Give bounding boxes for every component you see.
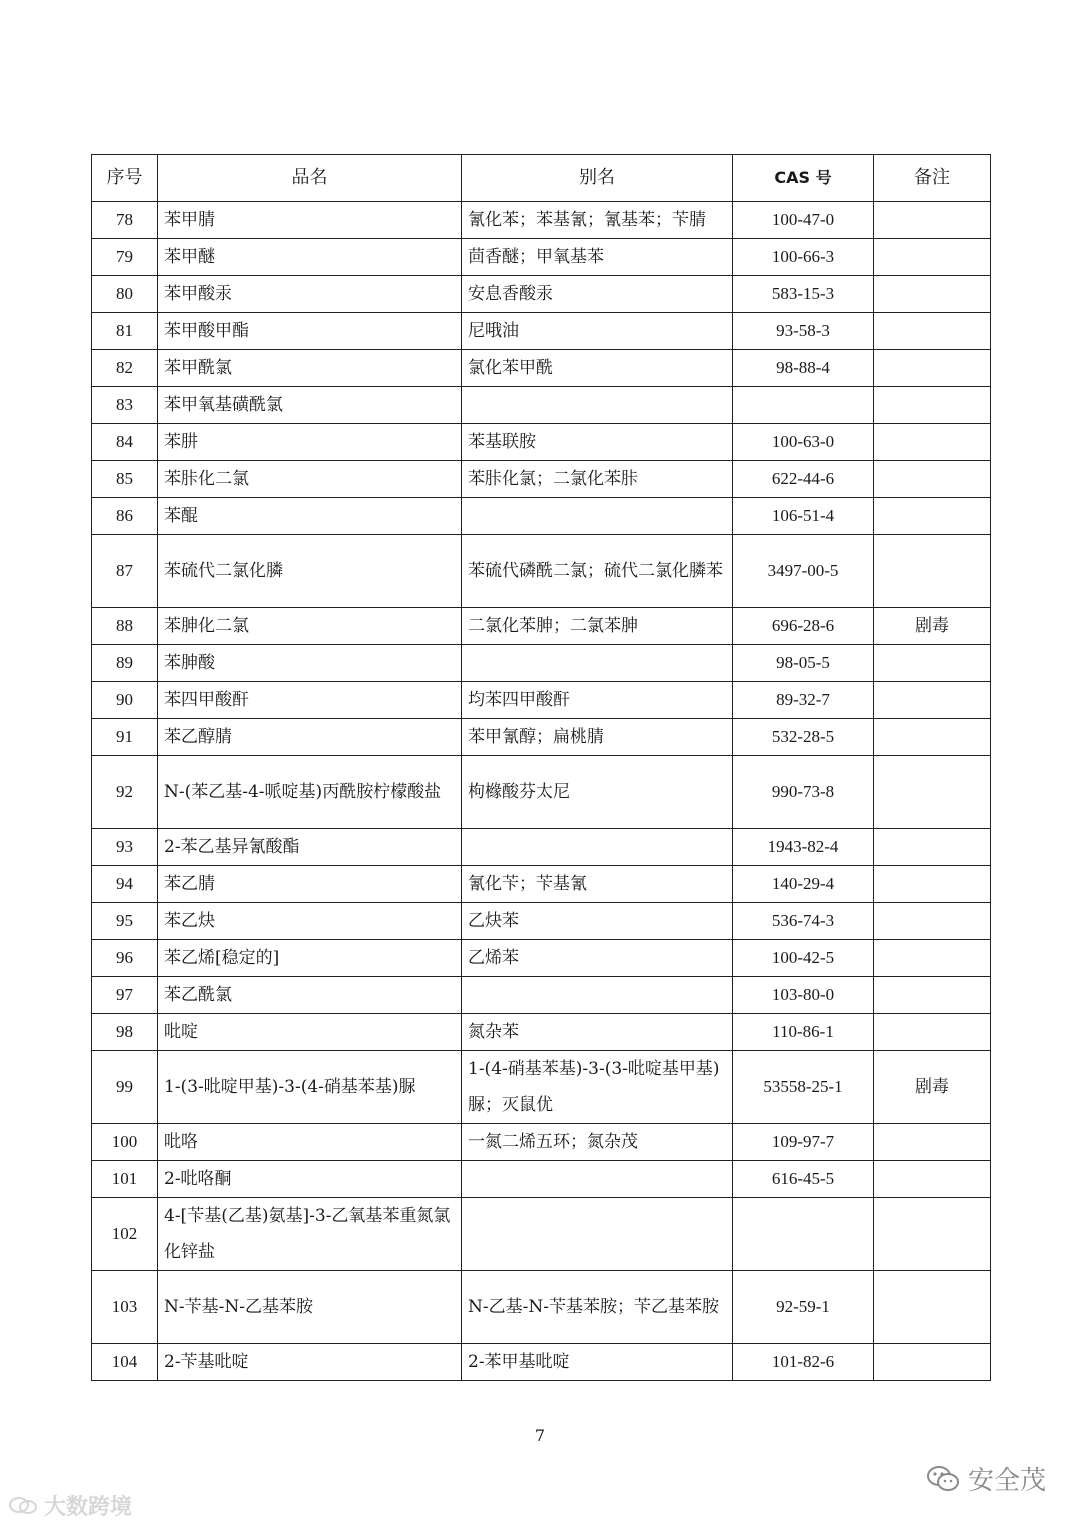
row-name: 苯甲酸汞 [158,276,462,313]
row-alias: N-乙基-N-苄基苯胺；苄乙基苯胺 [462,1271,733,1344]
wechat-icon [926,1464,960,1494]
row-alias: 氮杂苯 [462,1014,733,1051]
row-number: 80 [92,276,158,313]
row-alias: 氰化苯；苯基氰；氰基苯；苄腈 [462,202,733,239]
row-note [874,387,991,424]
table-row [92,1198,991,1271]
row-note [874,756,991,829]
header-alias: 别名 [462,155,733,202]
row-number: 91 [92,719,158,756]
table-body [92,202,991,1381]
row-name: 苯甲醚 [158,239,462,276]
row-name: 苯胩化二氯 [158,461,462,498]
row-alias: 茴香醚；甲氧基苯 [462,239,733,276]
row-note [874,829,991,866]
row-number: 96 [92,940,158,977]
table-row [92,239,991,276]
table-row [92,350,991,387]
row-name: 1-(3-吡啶甲基)-3-(4-硝基苯基)脲 [158,1051,462,1124]
row-cas: 532-28-5 [733,719,874,756]
table-row [92,498,991,535]
row-name: 苯乙腈 [158,866,462,903]
row-alias: 尼哦油 [462,313,733,350]
row-number: 81 [92,313,158,350]
row-cas: 98-88-4 [733,350,874,387]
table-row [92,1014,991,1051]
row-number: 82 [92,350,158,387]
row-note [874,202,991,239]
row-alias: 乙烯苯 [462,940,733,977]
watermark-left [8,1490,132,1521]
row-alias: 氰化苄；苄基氰 [462,866,733,903]
row-cas: 622-44-6 [733,461,874,498]
row-alias [462,645,733,682]
row-note [874,645,991,682]
row-cas: 100-63-0 [733,424,874,461]
row-alias: 均苯四甲酸酐 [462,682,733,719]
row-alias [462,1161,733,1198]
table-row [92,313,991,350]
table-row [92,1161,991,1198]
row-alias: 安息香酸汞 [462,276,733,313]
table-row [92,461,991,498]
row-cas: 1943-82-4 [733,829,874,866]
row-alias: 苯基联胺 [462,424,733,461]
row-cas: 93-58-3 [733,313,874,350]
row-cas: 990-73-8 [733,756,874,829]
row-name: 4-[苄基(乙基)氨基]-3-乙氧基苯重氮氯化锌盐 [158,1198,462,1271]
row-cas: 140-29-4 [733,866,874,903]
table-row [92,682,991,719]
row-alias: 枸橼酸芬太尼 [462,756,733,829]
row-note [874,535,991,608]
row-note [874,903,991,940]
row-cas: 100-47-0 [733,202,874,239]
row-name: N-(苯乙基-4-哌啶基)丙酰胺柠檬酸盐 [158,756,462,829]
row-name: 吡咯 [158,1124,462,1161]
row-number: 93 [92,829,158,866]
row-cas: 583-15-3 [733,276,874,313]
row-alias: 氯化苯甲酰 [462,350,733,387]
row-name: 苯四甲酸酐 [158,682,462,719]
row-name: 苯乙酰氯 [158,977,462,1014]
row-cas: 536-74-3 [733,903,874,940]
row-number: 87 [92,535,158,608]
row-name: 苯胂化二氯 [158,608,462,645]
row-note [874,940,991,977]
table-row [92,202,991,239]
row-cas: 696-28-6 [733,608,874,645]
row-name: 苯胂酸 [158,645,462,682]
row-number: 89 [92,645,158,682]
header-name: 品名 [158,155,462,202]
table-row [92,645,991,682]
row-note [874,977,991,1014]
row-note: 剧毒 [874,1051,991,1124]
row-name: 苯甲腈 [158,202,462,239]
row-cas: 98-05-5 [733,645,874,682]
table-row [92,903,991,940]
table-row [92,829,991,866]
row-alias: 苯胩化氯；二氯化苯胩 [462,461,733,498]
row-cas: 103-80-0 [733,977,874,1014]
row-alias [462,1198,733,1271]
watermark-right-text: 安全茂 [967,1466,1046,1496]
header-number: 序号 [92,155,158,202]
table-row [92,535,991,608]
row-note [874,1124,991,1161]
table-row [92,276,991,313]
watermark-left-text: 大数跨境 [44,1495,133,1520]
row-name: 苯乙醇腈 [158,719,462,756]
row-cas: 101-82-6 [733,1344,874,1381]
table-row [92,940,991,977]
row-cas: 106-51-4 [733,498,874,535]
row-name: 苯甲酸甲酯 [158,313,462,350]
row-name: N-苄基-N-乙基苯胺 [158,1271,462,1344]
row-note [874,239,991,276]
chemical-table [91,154,991,1381]
row-note [874,1161,991,1198]
row-name: 苯乙炔 [158,903,462,940]
row-alias: 乙炔苯 [462,903,733,940]
row-number: 97 [92,977,158,1014]
row-number: 104 [92,1344,158,1381]
chat-bubbles-icon [8,1495,38,1517]
row-name: 2-苯乙基异氰酸酯 [158,829,462,866]
row-number: 102 [92,1198,158,1271]
row-note [874,276,991,313]
row-note [874,682,991,719]
row-number: 85 [92,461,158,498]
row-note [874,424,991,461]
table-row [92,977,991,1014]
row-alias: 2-苯甲基吡啶 [462,1344,733,1381]
row-note [874,498,991,535]
row-name: 2-苄基吡啶 [158,1344,462,1381]
row-name: 2-吡咯酮 [158,1161,462,1198]
row-number: 99 [92,1051,158,1124]
row-cas: 3497-00-5 [733,535,874,608]
row-cas: 53558-25-1 [733,1051,874,1124]
row-cas: 616-45-5 [733,1161,874,1198]
table-row [92,1124,991,1161]
watermark-right [926,1460,1046,1497]
table-row [92,1344,991,1381]
row-note [874,1198,991,1271]
row-cas [733,387,874,424]
row-cas: 92-59-1 [733,1271,874,1344]
row-note [874,313,991,350]
row-note [874,1271,991,1344]
row-cas: 89-32-7 [733,682,874,719]
table-row [92,387,991,424]
row-cas: 100-42-5 [733,940,874,977]
row-alias: 苯硫代磷酰二氯；硫代二氯化膦苯 [462,535,733,608]
row-name: 苯甲氧基磺酰氯 [158,387,462,424]
table-row [92,719,991,756]
row-number: 103 [92,1271,158,1344]
row-alias: 二氯化苯胂；二氯苯胂 [462,608,733,645]
row-cas [733,1198,874,1271]
row-number: 79 [92,239,158,276]
header-row [92,155,991,202]
row-note [874,1344,991,1381]
row-cas: 109-97-7 [733,1124,874,1161]
row-number: 86 [92,498,158,535]
row-name: 苯甲酰氯 [158,350,462,387]
row-note [874,866,991,903]
row-name: 吡啶 [158,1014,462,1051]
row-number: 101 [92,1161,158,1198]
row-note [874,1014,991,1051]
row-name: 苯乙烯[稳定的] [158,940,462,977]
row-alias: 一氮二烯五环；氮杂茂 [462,1124,733,1161]
row-note [874,719,991,756]
row-note [874,350,991,387]
row-alias [462,977,733,1014]
row-alias [462,498,733,535]
page-number: 7 [534,1426,546,1445]
row-number: 95 [92,903,158,940]
row-alias [462,829,733,866]
row-cas: 110-86-1 [733,1014,874,1051]
row-number: 84 [92,424,158,461]
row-number: 83 [92,387,158,424]
table-row [92,424,991,461]
header-cas: CAS 号 [733,155,874,202]
row-name: 苯硫代二氯化膦 [158,535,462,608]
table-row [92,608,991,645]
row-cas: 100-66-3 [733,239,874,276]
row-alias: 苯甲氰醇；扁桃腈 [462,719,733,756]
table-row [92,756,991,829]
row-number: 94 [92,866,158,903]
row-number: 90 [92,682,158,719]
table-row [92,1271,991,1344]
header-note: 备注 [874,155,991,202]
row-number: 98 [92,1014,158,1051]
row-alias [462,387,733,424]
row-name: 苯肼 [158,424,462,461]
row-number: 100 [92,1124,158,1161]
row-note: 剧毒 [874,608,991,645]
row-name: 苯醌 [158,498,462,535]
row-number: 78 [92,202,158,239]
row-note [874,461,991,498]
table-row [92,1051,991,1124]
row-alias: 1-(4-硝基苯基)-3-(3-吡啶基甲基)脲；灭鼠优 [462,1051,733,1124]
row-number: 88 [92,608,158,645]
table-row [92,866,991,903]
row-number: 92 [92,756,158,829]
